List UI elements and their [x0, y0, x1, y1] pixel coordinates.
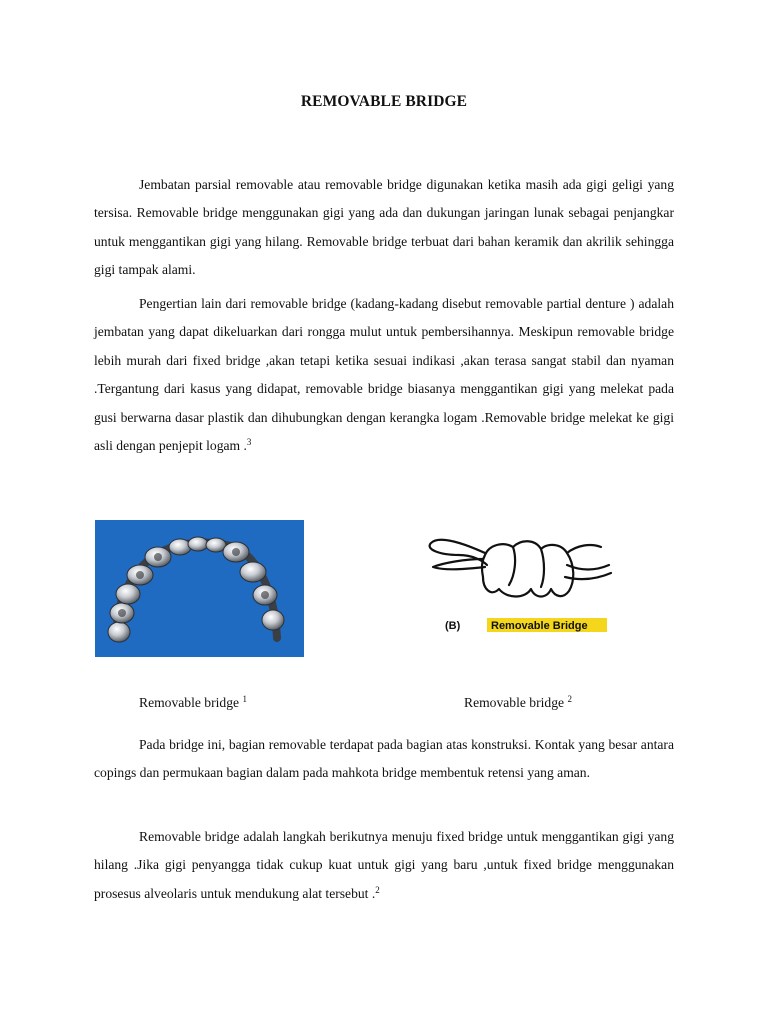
- figure-1-caption-text: Removable bridge: [139, 695, 240, 710]
- diagram-label-text: Removable Bridge: [491, 620, 588, 632]
- removable-bridge-photo: [95, 520, 304, 657]
- diagram-label-prefix: (B): [445, 620, 461, 632]
- removable-bridge-diagram: [425, 525, 615, 640]
- figure-2-caption: [464, 695, 572, 711]
- figure-1-caption: [139, 695, 247, 711]
- figure-2-caption-text: Removable bridge: [464, 695, 565, 710]
- figure-2-ref: 2: [567, 694, 572, 704]
- paragraph-2-text: Pengertian lain dari removable bridge (kadang-kadang disebut removable partial denture ) adalah jembatan yang dapat dikeluarkan dari rongga mulut untuk pembersihannya. Meskipun removable bridge lebih murah dari fixed bridge ,akan tetapi ketika sesuai indikasi ,akan terasa sangat stabil dan nyaman .Tergantung dari kasus yang didapat, removable bridge biasanya menggantikan gigi yang melekat pada gusi berwarna dasar plastik dan dihubungkan dengan kerangka logam .Removable bridge melekat ke gigi asli dengan penjepit logam .: [94, 296, 674, 454]
- document-title: REMOVABLE BRIDGE: [300, 93, 468, 110]
- paragraph-1-text: Jembatan parsial removable atau removable bridge digunakan ketika masih ada gigi geligi yang tersisa. Removable bridge menggunakan gigi yang ada dan dukungan jaringan lunak sebagai penjangkar untuk menggantikan gigi yang hilang. Removable bridge terbuat dari bahan keramik dan akrilik sehingga gigi tampak alami.: [94, 177, 674, 278]
- paragraph-2: [94, 290, 674, 460]
- paragraph-3-text: Pada bridge ini, bagian removable terdapat pada bagian atas konstruksi. Kontak yang besar antara copings dan permukaan bagian dalam pada mahkota bridge membentuk retensi yang aman.: [94, 737, 674, 781]
- footnote-ref: 3: [246, 437, 252, 448]
- figure-1-ref: 1: [242, 694, 247, 704]
- paragraph-4: [94, 823, 674, 908]
- paragraph-4-text: Removable bridge adalah langkah berikutnya menuju fixed bridge untuk menggantikan gigi yang hilang .Jika gigi penyangga tidak cukup kuat untuk gigi yang baru ,untuk fixed bridge menggunakan prosesus alveolaris untuk mendukung alat tersebut .: [94, 829, 674, 901]
- paragraph-1: [94, 171, 674, 285]
- paragraph-3: [94, 731, 674, 788]
- footnote-ref: 2: [375, 884, 380, 895]
